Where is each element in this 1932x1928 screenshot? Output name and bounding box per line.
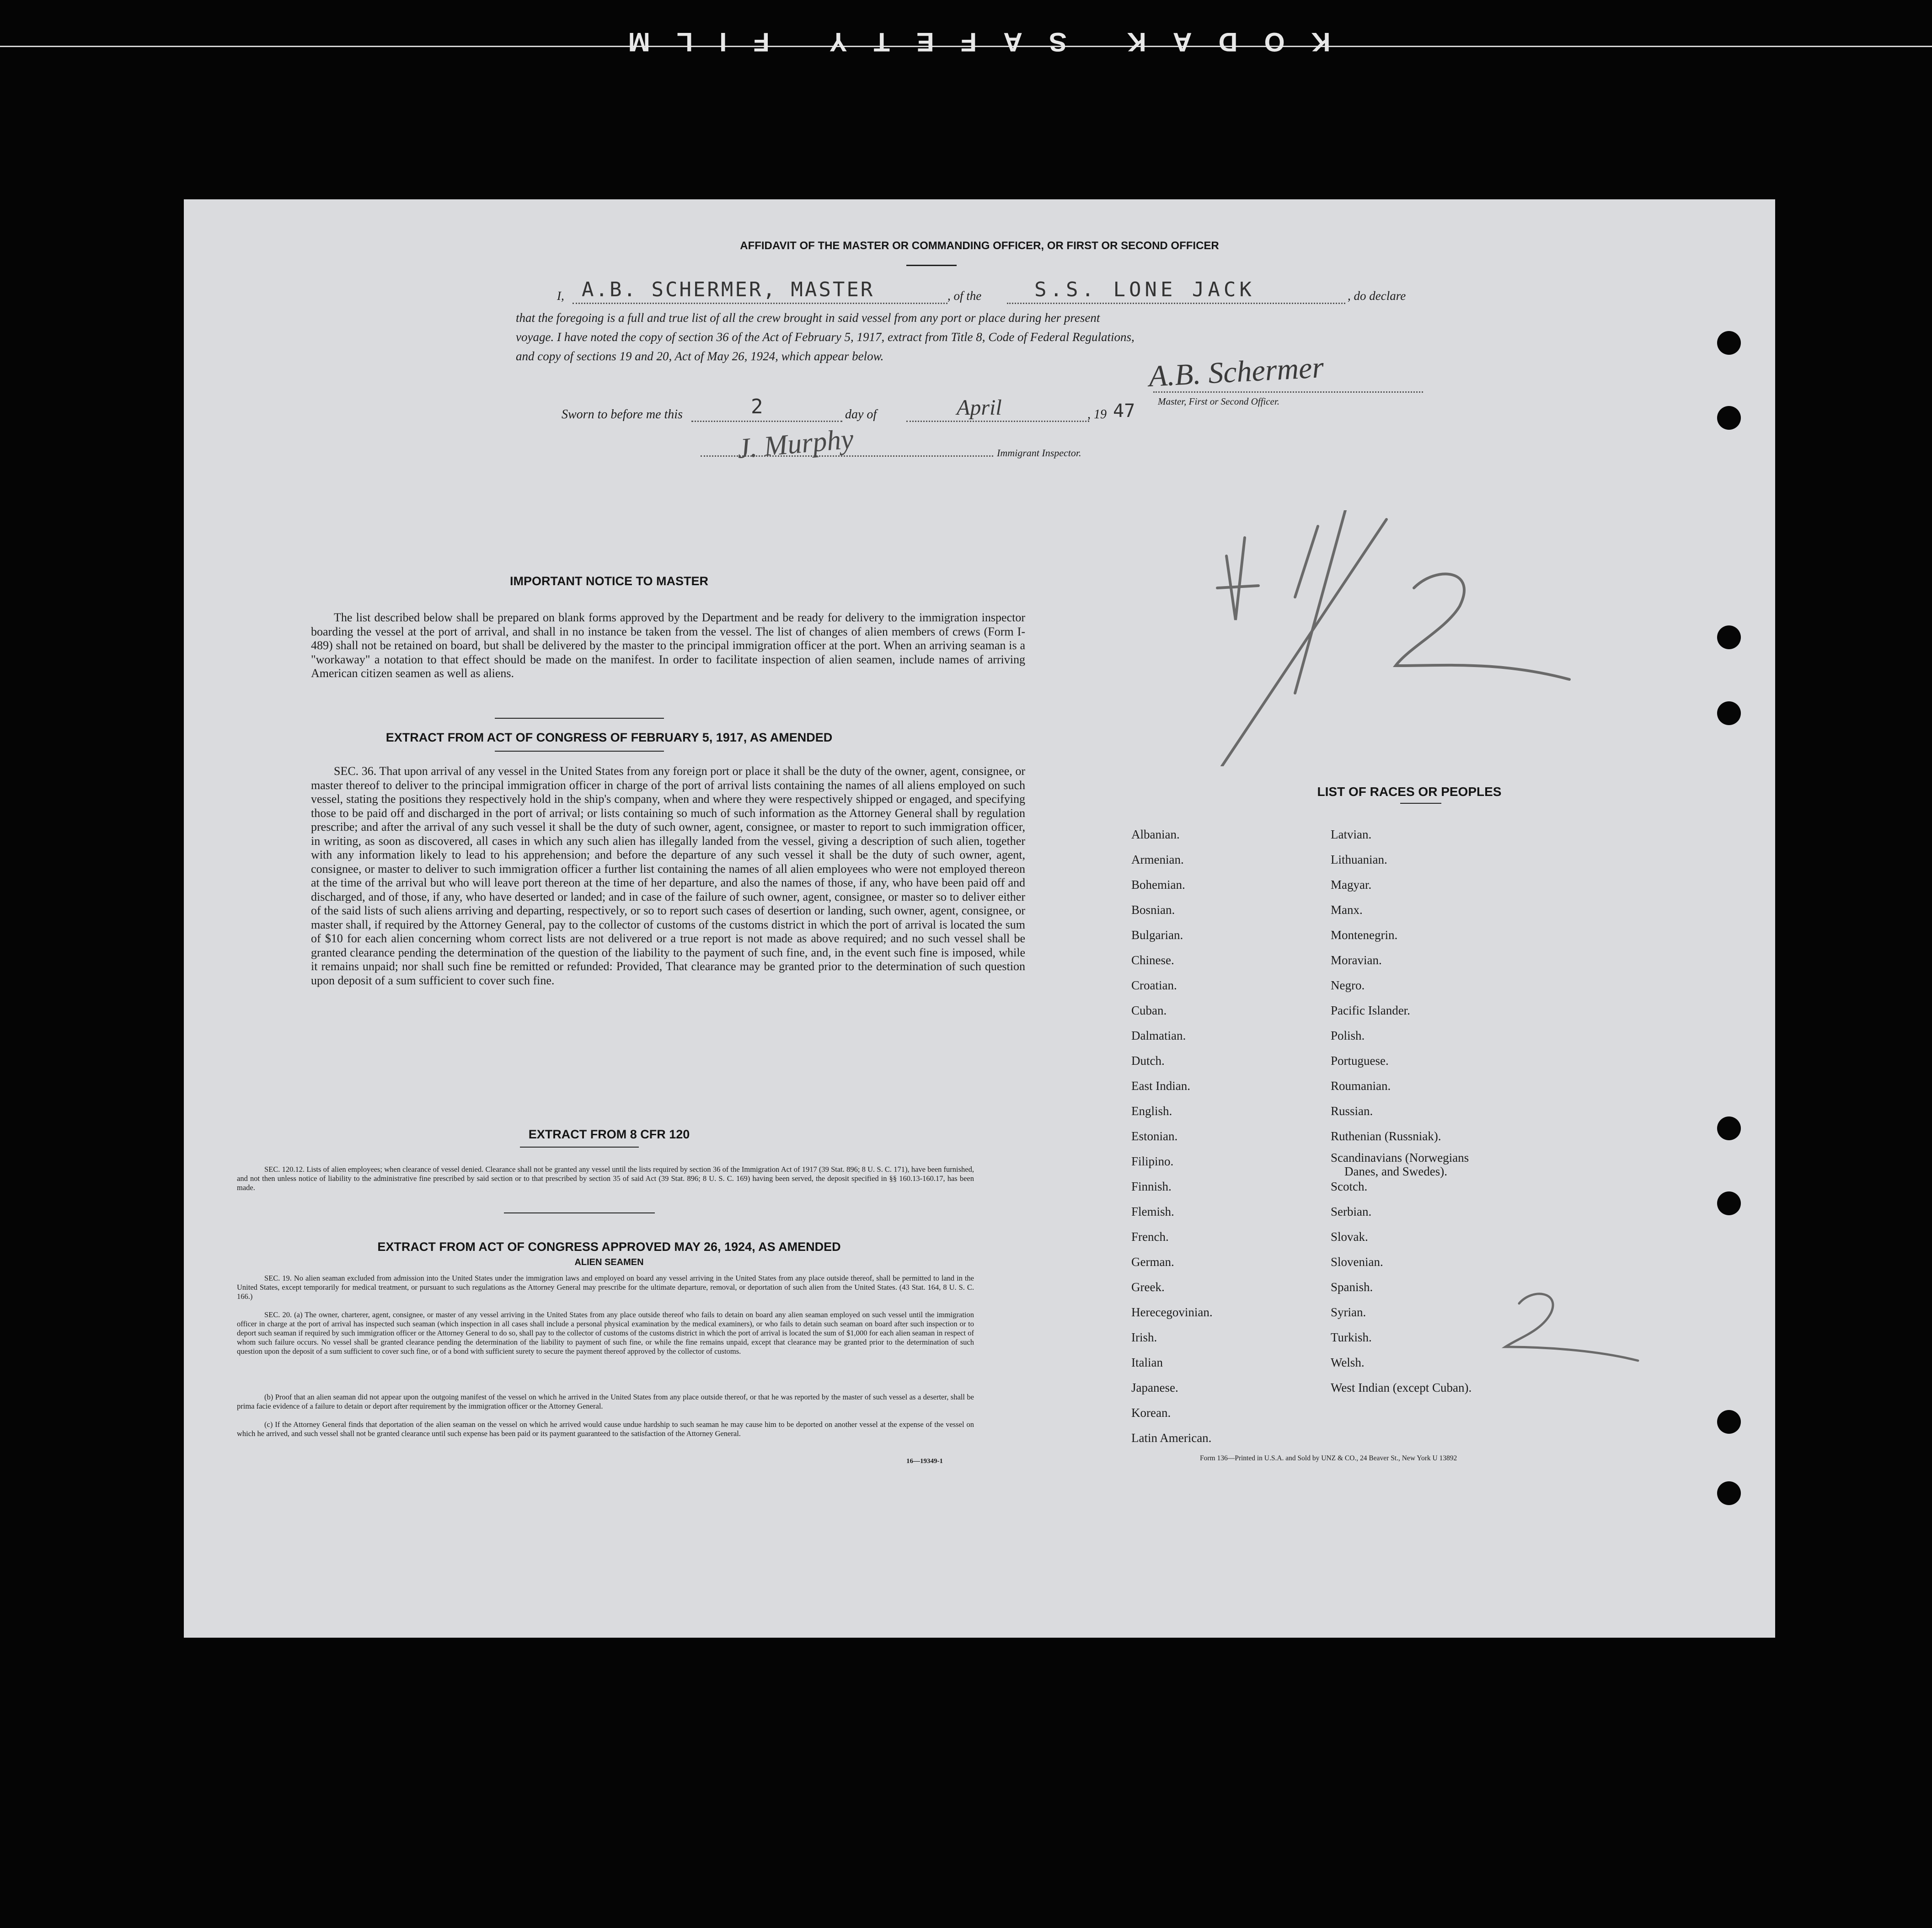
cfr-bottom-rule bbox=[504, 1212, 655, 1213]
race-item: Japanese. bbox=[1131, 1381, 1178, 1394]
race-item: Flemish. bbox=[1131, 1205, 1174, 1218]
extract-1924-subtitle: ALIEN SEAMEN bbox=[574, 1257, 644, 1267]
punch-hole bbox=[1717, 1116, 1741, 1140]
affidavit-title: AFFIDAVIT OF THE MASTER OR COMMANDING OFFICER, OR FIRST OR SECOND OFFICER bbox=[740, 240, 1219, 252]
affidavit-line-3: voyage. I have noted the copy of section 36 of the Act of February 5, 1917, extract from Title 8, Code of Federal Regulations, bbox=[516, 330, 1135, 344]
race-item: Armenian. bbox=[1131, 853, 1184, 866]
race-item: Magyar. bbox=[1331, 878, 1372, 892]
inspector-signature: J. Murphy bbox=[736, 423, 855, 465]
race-item: Negro. bbox=[1331, 978, 1365, 992]
race-item: Lithuanian. bbox=[1331, 853, 1387, 866]
affidavit-line-4: and copy of sections 19 and 20, Act of May 26, 1924, which appear below. bbox=[516, 349, 884, 363]
race-item: Welsh. bbox=[1331, 1356, 1365, 1369]
extract-1924-sec20b: (b) Proof that an alien seaman did not appear upon the outgoing manifest of the vessel on which he arrived in the United States from any place outside thereof, or that he was reported by the master of such vessel as a deserter, shall be prima facie evidence of a failure to detain or deport after requirement by the immigration officer or the Attorney General. bbox=[237, 1393, 974, 1410]
race-item: Slovenian. bbox=[1331, 1255, 1383, 1269]
race-item: Montenegrin. bbox=[1331, 928, 1398, 942]
affidavit-line-2: that the foregoing is a full and true list of all the crew brought in said vessel from any port or place during her present bbox=[516, 311, 1100, 325]
handwritten-page-mark bbox=[1501, 1287, 1643, 1365]
race-item: Croatian. bbox=[1131, 978, 1177, 992]
race-item: Estonian. bbox=[1131, 1129, 1178, 1143]
cfr-title: EXTRACT FROM 8 CFR 120 bbox=[528, 1127, 690, 1141]
race-item: Bohemian. bbox=[1131, 878, 1185, 892]
title-rule bbox=[906, 265, 957, 266]
race-item: Latvian. bbox=[1331, 828, 1372, 841]
races-rule bbox=[1400, 803, 1441, 804]
extract-1924-sec19: SEC. 19. No alien seaman excluded from admission into the United States under the immigration laws and employed on board any vessel arriving in the United States from any place outside thereof, shall be permitted to land in the United States, except temporarily for medical treatment, or pursuant to such regulations as the Attorney General may prescribe for the ultimate departure, removal, or deportation of such alien from the United States. (43 Stat. 164, 8 U. S. C. 166.) bbox=[237, 1274, 974, 1301]
cfr-body: SEC. 120.12. Lists of alien employees; when clearance of vessel denied. Clearance shall not be granted any vessel until the lists required by section 36 of the Immigration Act of 1917 (39 Stat. 896; 8 U. S. C. 171), have been furnished, and not then unless notice of liability to the administrative fine prescribed by said section or to that prescribed by section 35 of said Act (39 Stat. 896; 8 U. S. C. 169) having been served, the deposit specified in §§ 160.13-160.17, has been made. bbox=[237, 1165, 974, 1192]
race-item: Moravian. bbox=[1331, 953, 1382, 967]
printer-line: Form 136—Printed in U.S.A. and Sold by UNZ & CO., 24 Beaver St., New York U 13892 bbox=[1200, 1454, 1457, 1462]
extract-1917-rule bbox=[495, 751, 664, 752]
race-item: Greek. bbox=[1131, 1280, 1165, 1294]
month-dotted-line bbox=[906, 421, 1089, 422]
race-item: Syrian. bbox=[1331, 1305, 1366, 1319]
race-item: Pacific Islander. bbox=[1331, 1004, 1410, 1017]
day-dotted-line bbox=[691, 421, 842, 422]
race-item: Herecegovinian. bbox=[1131, 1305, 1213, 1319]
extract-1917-body: SEC. 36. That upon arrival of any vessel in the United States from any foreign port or place it shall be the duty of the owner, agent, consignee, or master thereof to deliver to the principal immigration officer in charge of the port of arrival lists containing the names of all aliens employed on such vessel, stating the positions they respectively hold in the ship's company, when and where they were respectively shipped or engaged, and specifying those to be paid off and discharged in the port of arrival; or lists containing so much of such information as the Attorney General shall by regulation prescribe; and after the arrival of any such vessel it shall be the duty of such owner, agent, consignee, or master to report to such immigration officer, in writing, as soon as discovered, all cases in which any such alien has illegally landed from the vessel, giving a description of such alien, together with any information likely to lead to his apprehension; and before the departure of any such vessel it shall be the duty of such owner, agent, consignee, or master to deliver to such immigration officer a further list containing the names of all alien employees who were not employed thereon at the time of the arrival but who will leave port thereon at the time of her departure, and also the names of those, if any, who have been paid off and discharged, and of those, if any, who have deserted or landed; and in case of the failure of such owner, agent, consignee, or master so to deliver either of the said lists of such aliens arriving and departing, respectively, or so to report such cases of desertion or landing, such owner, agent, consignee, or master shall, if required by the Attorney General, pay to the collector of customs of the customs district in which the port of arrival is located the sum of $10 for each alien concerning whom correct lists are not delivered or a true report is not made as above required; and no such vessel shall be granted clearance pending the determination of the question of the liability to the payment of such fine, and, in the event such fine is imposed, while it remains unpaid; nor shall such fine be remitted or refunded: Provided, That clearance may be granted prior to the determination of such question upon deposit of a sum sufficient to cover such fine. bbox=[311, 764, 1025, 987]
race-item: Manx. bbox=[1331, 903, 1363, 917]
sworn-day-handwritten: 2 bbox=[751, 395, 763, 418]
race-item: Scandinavians (Norwegians bbox=[1331, 1151, 1469, 1164]
race-item: Irish. bbox=[1131, 1330, 1157, 1344]
extract-1924-sec20a: SEC. 20. (a) The owner, charterer, agent, consignee, or master of any vessel arriving in the United States from any place outside thereof who fails to detain on board any alien seaman employed on such vessel until the immigration officer in charge at the port of arrival has inspected such seaman (which inspection in all cases shall include a personal physical examination by the medical examiners), or who fails to detain such seaman on board after such inspection or to deport such seaman if required by such immigration officer or the Attorney General to do so, shall pay to the collector of customs of the customs district in which the port of arrival is located the sum of $1,000 for each alien seaman in respect of whom such failure occurs. No vessel shall be granted clearance pending the determination of the liability to payment of such fine, or while the fine remains unpaid, except that clearance may be granted prior to the determination of such question upon the deposit of a sum sufficient to cover such fine, or of a bond with sufficient surety to secure the payment thereof approved by the collector of customs. bbox=[237, 1310, 974, 1356]
sworn-prefix: Sworn to before me this bbox=[562, 407, 683, 422]
race-item: Serbian. bbox=[1331, 1205, 1372, 1218]
race-item: German. bbox=[1131, 1255, 1174, 1269]
race-item: Dalmatian. bbox=[1131, 1029, 1186, 1042]
vessel-name-handwritten: S.S. LONE JACK bbox=[1034, 278, 1255, 301]
extract-1924-title: EXTRACT FROM ACT OF CONGRESS APPROVED MAY 26, 1924, AS AMENDED bbox=[377, 1240, 841, 1254]
race-item: Turkish. bbox=[1331, 1330, 1372, 1344]
punch-hole bbox=[1717, 406, 1741, 430]
extract-1924-sec20c: (c) If the Attorney General finds that deportation of the alien seaman on the vessel on which he arrived would cause undue hardship to such seaman he may cause him to be deported on another vessel at the expense of the vessel on which he arrived, and such vessel shall not be granted clearance until such expense has been paid or its payment guaranteed to the satisfaction of the Attorney General. bbox=[237, 1420, 974, 1438]
race-item: West Indian (except Cuban). bbox=[1331, 1381, 1472, 1394]
sworn-month-handwritten: April bbox=[957, 395, 1002, 420]
race-item: Filipino. bbox=[1131, 1154, 1174, 1168]
punch-hole bbox=[1717, 1481, 1741, 1505]
year-prefix: , 19 bbox=[1087, 407, 1107, 422]
race-item: Chinese. bbox=[1131, 953, 1174, 967]
form-code: 16—19349-1 bbox=[906, 1458, 943, 1465]
inspector-label: Immigrant Inspector. bbox=[997, 447, 1081, 459]
race-item: Polish. bbox=[1331, 1029, 1365, 1042]
races-left-column bbox=[1131, 822, 1213, 1451]
punch-hole bbox=[1717, 1410, 1741, 1434]
punch-hole bbox=[1717, 1191, 1741, 1215]
punch-hole bbox=[1717, 331, 1741, 355]
races-title: LIST OF RACES OR PEOPLES bbox=[1317, 785, 1502, 799]
year-suffix-handwritten: 47 bbox=[1113, 401, 1135, 422]
document-page bbox=[184, 199, 1775, 1638]
race-item: Russian. bbox=[1331, 1104, 1373, 1118]
race-item: Slovak. bbox=[1331, 1230, 1368, 1244]
affidavit-pre-i: I, bbox=[557, 289, 564, 303]
punch-hole bbox=[1717, 625, 1741, 649]
race-item: Portuguese. bbox=[1331, 1054, 1389, 1068]
master-label: Master, First or Second Officer. bbox=[1158, 396, 1279, 407]
race-item: Bulgarian. bbox=[1131, 928, 1183, 942]
race-item: Scotch. bbox=[1331, 1180, 1368, 1193]
notice-rule bbox=[495, 718, 664, 719]
notice-title: IMPORTANT NOTICE TO MASTER bbox=[510, 574, 708, 588]
vessel-dotted-line bbox=[1007, 303, 1345, 304]
race-item: East Indian. bbox=[1131, 1079, 1190, 1093]
extract-1917-title: EXTRACT FROM ACT OF CONGRESS OF FEBRUARY 5, 1917, AS AMENDED bbox=[385, 731, 833, 744]
master-signature: A.B. Schermer bbox=[1148, 351, 1325, 393]
race-item: French. bbox=[1131, 1230, 1169, 1244]
handwritten-fraction-mark bbox=[1190, 510, 1601, 766]
notice-body: The list described below shall be prepared on blank forms approved by the Department and be ready for delivery to the immigration inspector boarding the vessel at the port of arrival, and shall in no instance be taken from the vessel. The list of changes of alien members of crews (Form I-489) shall not be retained on board, but shall be delivered by the master to the principal immigration officer at the port. When an arriving seaman is a "workaway" a notation to that effect should be made on the manifest. In order to facilitate inspection of alien seamen, include names of arriving American citizen seamen as well as aliens. bbox=[311, 611, 1025, 680]
day-of: day of bbox=[845, 407, 877, 422]
races-right-column bbox=[1331, 822, 1472, 1400]
master-signature-line bbox=[1153, 391, 1423, 393]
master-name-handwritten: A.B. SCHERMER, MASTER bbox=[582, 278, 875, 301]
name-dotted-line bbox=[573, 303, 947, 304]
race-item: Korean. bbox=[1131, 1406, 1171, 1420]
race-item: Finnish. bbox=[1131, 1180, 1172, 1193]
race-item: English. bbox=[1131, 1104, 1172, 1118]
race-item: Italian bbox=[1131, 1356, 1163, 1369]
race-item: Cuban. bbox=[1131, 1004, 1167, 1017]
film-edge-text: KODAK SAFETY FILM bbox=[601, 27, 1331, 57]
race-item: Bosnian. bbox=[1131, 903, 1175, 917]
race-item: Dutch. bbox=[1131, 1054, 1165, 1068]
affidavit-of-the: , of the bbox=[947, 289, 982, 303]
race-item: Albanian. bbox=[1131, 828, 1180, 841]
cfr-rule bbox=[520, 1147, 639, 1148]
race-item-continuation: Danes, and Swedes). bbox=[1344, 1164, 1447, 1178]
affidavit-declare: , do declare bbox=[1348, 289, 1406, 303]
inspector-signature-line bbox=[701, 455, 993, 457]
race-item: Latin American. bbox=[1131, 1431, 1212, 1445]
punch-hole bbox=[1717, 701, 1741, 725]
race-item: Ruthenian (Russniak). bbox=[1331, 1129, 1441, 1143]
race-item: Roumanian. bbox=[1331, 1079, 1391, 1093]
race-item: Spanish. bbox=[1331, 1280, 1373, 1294]
